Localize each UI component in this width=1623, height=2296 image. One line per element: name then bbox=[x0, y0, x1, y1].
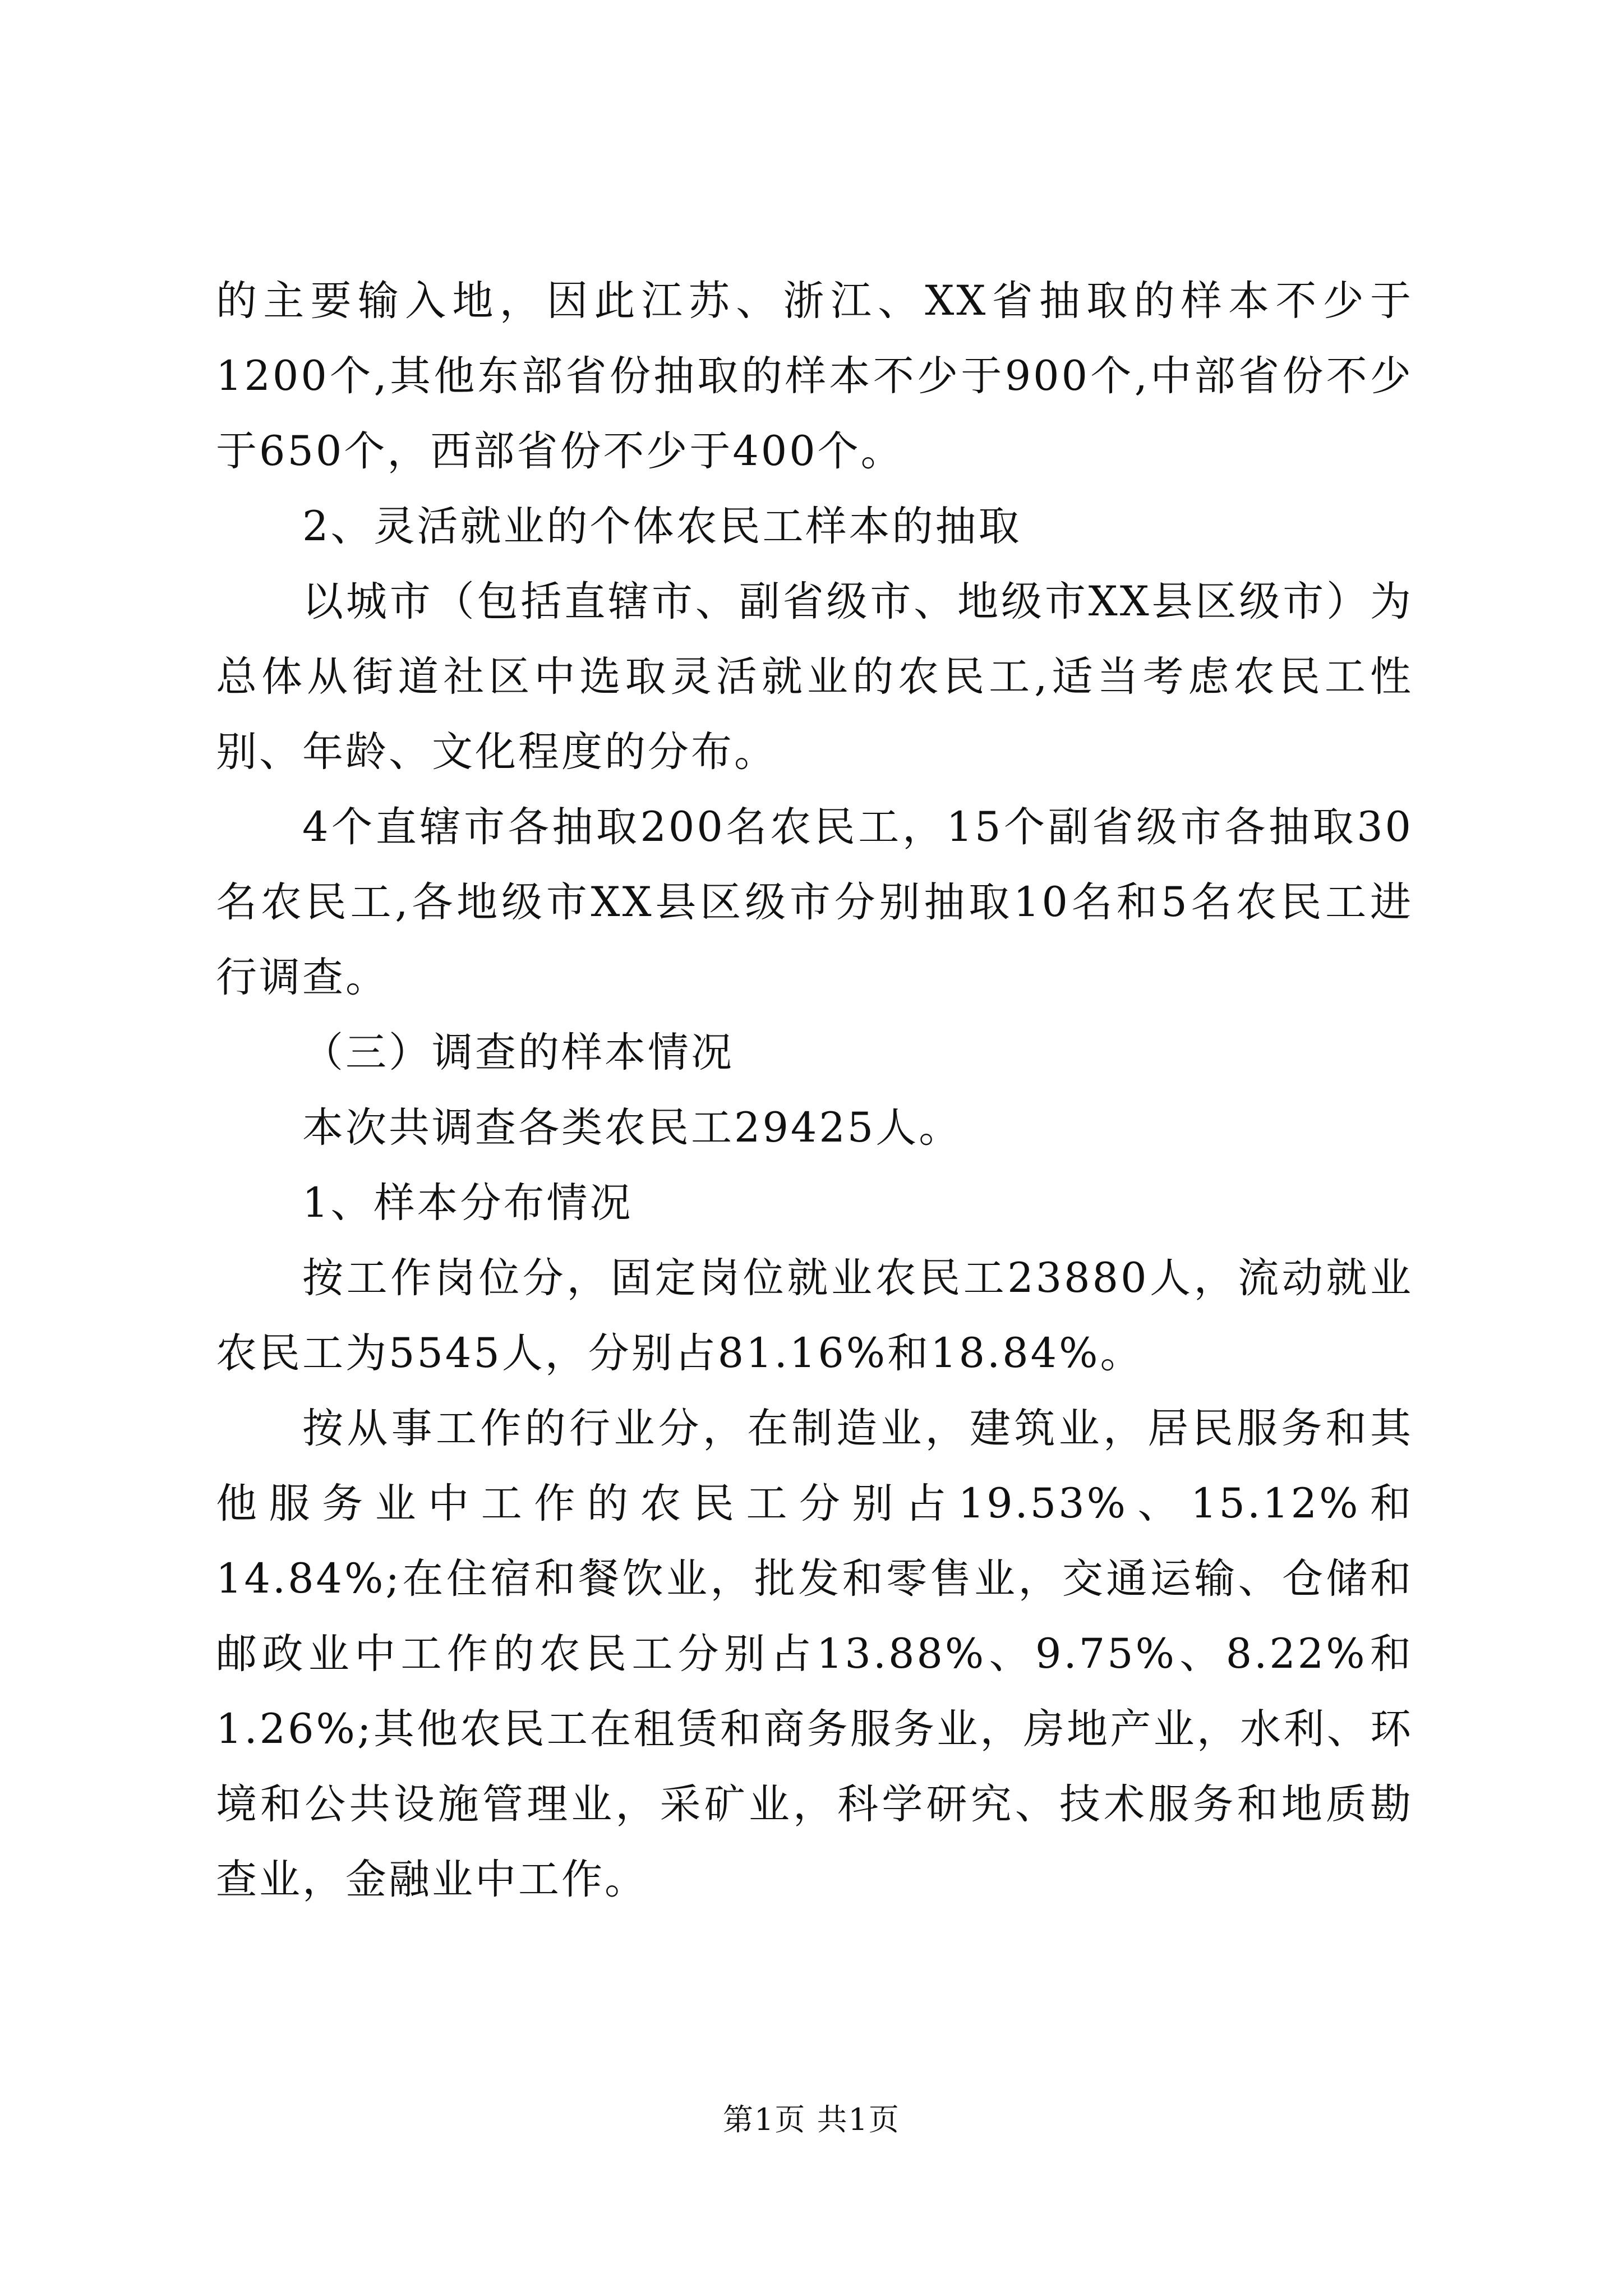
document-body bbox=[216, 264, 1413, 1917]
paragraph-by-job-position: 按工作岗位分，固定岗位就业农民工23880人，流动就业农民工为5545人，分别占81.16%和18.84%。 bbox=[216, 1254, 1413, 1377]
paragraph-by-industry: 按从事工作的行业分，在制造业，建筑业，居民服务和其他服务业中工作的农民工分别占19.53%、15.12%和14.84%;在住宿和餐饮业，批发和零售业，交通运输、仓储和邮政业中工作的农民工分别占13.88%、9.75%、8.22%和1.26%;其他农民工在租赁和商务服务业，房地产业，水利、环境和公共设施管理业，采矿业，科学研究、技术服务和地质勘查业，金融业中工作。 bbox=[216, 1405, 1413, 1903]
subheading-flexible-employment-sampling: 2、灵活就业的个体农民工样本的抽取 bbox=[302, 503, 1022, 550]
subheading-sample-distribution: 1、样本分布情况 bbox=[302, 1179, 633, 1227]
paragraph-total-surveyed: 本次共调查各类农民工29425人。 bbox=[302, 1104, 962, 1152]
page-footer: 第1页 共1页 bbox=[723, 2102, 900, 2137]
paragraph-sample-quota-continued: 的主要输入地，因此江苏、浙江、XX省抽取的样本不少于1200个,其他东部省份抽取的样本不少于900个,中部省份不少于650个，西部省份不少于400个。 bbox=[216, 277, 1413, 475]
paragraph-city-sampling-scope: 以城市（包括直辖市、副省级市、地级市XX县区级市）为总体从街道社区中选取灵活就业的农民工,适当考虑农民工性别、年龄、文化程度的分布。 bbox=[216, 578, 1413, 776]
section-heading-sample-situation: （三）调查的样本情况 bbox=[302, 1029, 734, 1076]
paragraph-city-sample-counts: 4个直辖市各抽取200名农民工，15个副省级市各抽取30名农民工,各地级市XX县区级市分别抽取10名和5名农民工进行调查。 bbox=[216, 803, 1413, 1001]
